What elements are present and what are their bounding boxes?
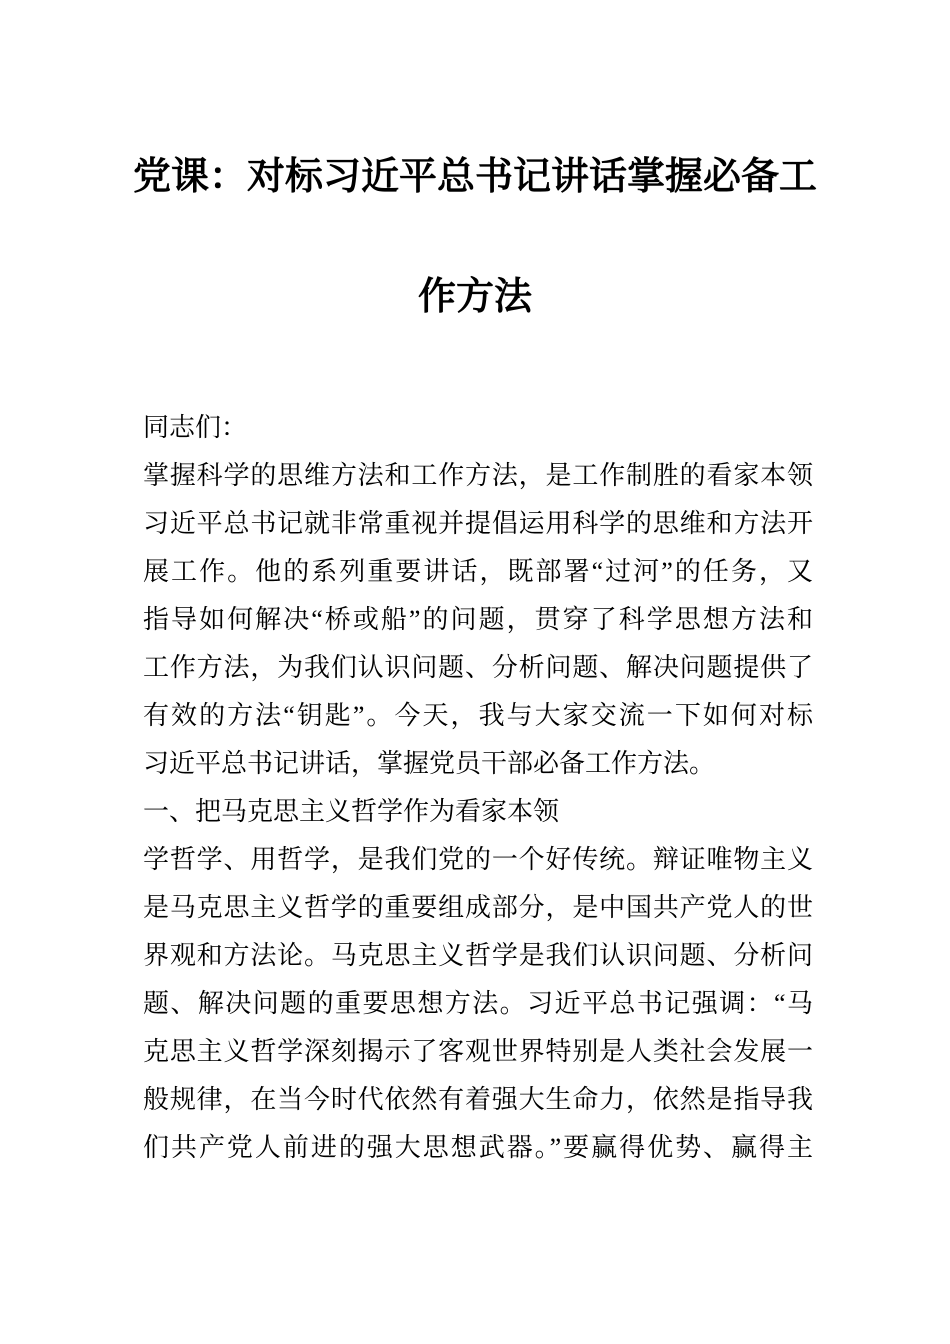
body-line: 题、解决问题的重要思想方法。习近平总书记强调：“马	[143, 989, 813, 1018]
body-line: 习近平总书记就非常重视并提倡运用科学的思维和方法开	[143, 509, 813, 538]
document-title	[80, 117, 870, 357]
salutation-line: 同志们：	[143, 413, 248, 442]
title-line-1: 党课：对标习近平总书记讲话掌握必备工	[132, 156, 817, 198]
document-body	[0, 404, 950, 1172]
body-line: 克思主义哲学深刻揭示了客观世界特别是人类社会发展一	[143, 1037, 813, 1066]
body-line: 有效的方法“钥匙”。今天，我与大家交流一下如何对标	[143, 701, 813, 730]
title-line-2: 作方法	[417, 276, 532, 318]
body-line: 们共产党人前进的强大思想武器。”要赢得优势、赢得主	[143, 1133, 813, 1162]
body-line: 学哲学、用哲学，是我们党的一个好传统。辩证唯物主义	[143, 845, 813, 874]
section-heading: 一、把马克思主义哲学作为看家本领	[143, 797, 560, 826]
body-line: 界观和方法论。马克思主义哲学是我们认识问题、分析问	[143, 941, 813, 970]
body-line: 习近平总书记讲话，掌握党员干部必备工作方法。	[143, 749, 716, 778]
body-line: 是马克思主义哲学的重要组成部分，是中国共产党人的世	[143, 893, 813, 922]
body-line: 工作方法，为我们认识问题、分析问题、解决问题提供了	[143, 653, 813, 682]
body-line: 指导如何解决“桥或船”的问题，贯穿了科学思想方法和	[143, 605, 813, 634]
body-line: 展工作。他的系列重要讲话，既部署“过河”的任务，又	[143, 557, 813, 586]
body-line: 掌握科学的思维方法和工作方法，是工作制胜的看家本领	[143, 461, 813, 490]
body-line: 般规律，在当今时代依然有着强大生命力，依然是指导我	[143, 1085, 813, 1114]
